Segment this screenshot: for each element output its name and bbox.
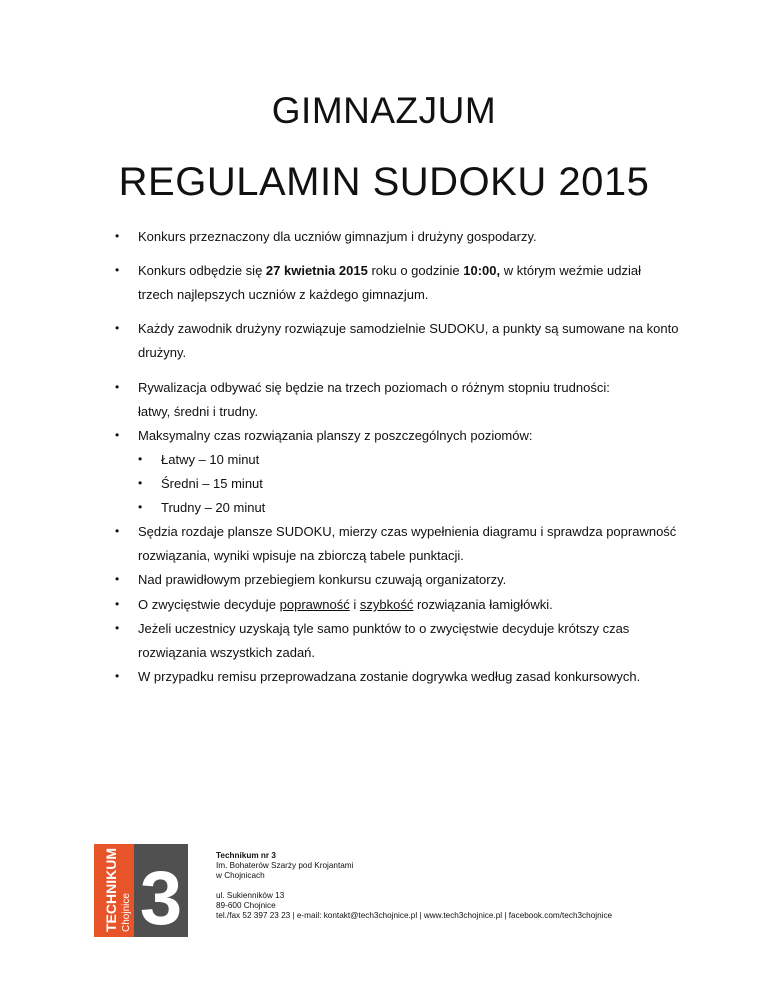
contest-date: 27 kwietnia 2015 [265,263,368,278]
rule-text: rozwiązania wszystkich zadań. [138,645,316,660]
bullet-icon: • [115,524,120,538]
level-text: Trudny – 20 minut [161,500,266,515]
rule-text: łatwy, średni i trudny. [138,404,259,419]
rule-text: trzech najlepszych uczniów z każdego gimnazjum. [138,287,429,302]
rule-text: Maksymalny czas rozwiązania planszy z poszczególnych poziomów: [138,428,533,443]
rule-text: Konkurs przeznaczony dla uczniów gimnazjum i drużyny gospodarzy. [138,229,537,244]
document-title: GIMNAZJUM [271,90,497,131]
contest-time: 10:00, [463,263,501,278]
rule-text: Nad prawidłowym przebiegiem konkursu czuwają organizatorzy. [138,572,507,587]
rule-text: Każdy zawodnik drużyny rozwiązuje samodzielnie SUDOKU, a punkty są sumowane na konto [138,321,679,336]
rule-text: W przypadku remisu przeprowadzana zostanie dogrywka według zasad konkursowych. [138,669,641,684]
bullet-icon: • [138,476,143,490]
bullet-icon: • [115,597,120,611]
bullet-icon: • [138,452,143,466]
logo-word: TECHNIKUM [103,848,119,932]
bullet-icon: • [115,380,120,394]
document-subtitle: REGULAMIN SUDOKU 2015 [118,160,650,204]
bullet-icon: • [115,229,120,243]
footer-contact [216,851,612,921]
bullet-icon: • [115,621,120,635]
bullet-icon: • [115,428,120,442]
school-contact-line: tel./fax 52 397 23 23 | e-mail: kontakt@tech3chojnice.pl | www.tech3chojnice.pl | facebook.com/tech3chojnice [216,911,613,920]
school-logo [94,844,188,937]
bullet-icon: • [115,263,120,277]
school-street: ul. Sukienników 13 [216,891,285,900]
rule-text: Konkurs odbędzie się 27 kwietnia 2015 roku o godzinie 10:00, w którym weźmie udział [138,263,641,278]
bullet-icon: • [115,669,120,683]
school-postal: 89-600 Chojnice [216,901,276,910]
bullet-icon: • [115,321,120,335]
correctness-text: poprawność [279,597,350,612]
logo-city: Chojnice [121,893,132,932]
logo-number: 3 [139,856,183,937]
school-name: Technikum nr 3 [216,851,276,860]
speed-text: szybkość [359,597,414,612]
rule-text: O zwycięstwie decyduje poprawność i szybkość rozwiązania łamigłówki. [138,597,553,612]
school-patron: Im. Bohaterów Szarży pod Krojantami [216,861,354,870]
rule-text: rozwiązania, wyniki wpisuje na zbiorczą tabele punktacji. [138,548,464,563]
level-text: Średni – 15 minut [161,476,263,491]
rule-text: Rywalizacja odbywać się będzie na trzech poziomach o różnym stopniu trudności: [138,380,610,395]
bullet-icon: • [138,500,143,514]
rule-text: Jeżeli uczestnicy uzyskają tyle samo punktów to o zwycięstwie decyduje krótszy czas [138,621,630,636]
level-text: Łatwy – 10 minut [161,452,260,467]
school-city: w Chojnicach [216,871,265,880]
rule-text: Sędzia rozdaje plansze SUDOKU, mierzy czas wypełnienia diagramu i sprawdza poprawność [138,524,677,539]
rule-text: drużyny. [138,345,187,360]
bullet-icon: • [115,572,120,586]
